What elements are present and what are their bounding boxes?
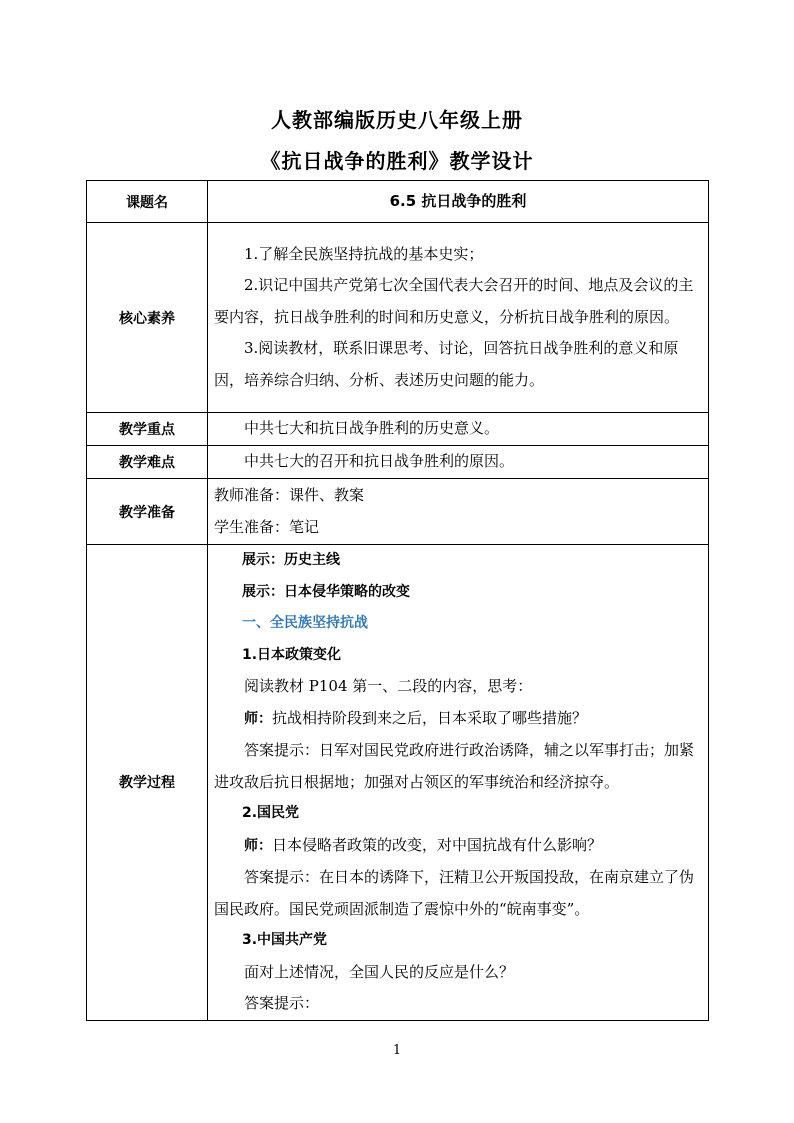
table-row: [87, 223, 709, 413]
question-3: 面对上述情况，全国人民的反应是什么？: [244, 962, 515, 981]
prep-label: 教学准备: [87, 479, 208, 545]
question-text: 抗战相持阶段到来之后，日本采取了哪些措施？: [272, 708, 588, 727]
key-value: 中共七大和抗日战争胜利的历史意义。: [208, 413, 709, 446]
prep-content: [208, 479, 709, 545]
process-content: [208, 545, 709, 1021]
table-row: [87, 181, 709, 223]
prep-student: 学生准备：笔记: [214, 517, 320, 536]
page-number: 1: [392, 1043, 402, 1058]
lesson-plan-table: [86, 180, 709, 1021]
difficulty-value: 中共七大的召开和抗日战争胜利的原因。: [208, 446, 709, 479]
subheading-japan: 1.日本政策变化: [242, 646, 342, 663]
table-row: [87, 545, 709, 1021]
core-label: 核心素养: [87, 223, 208, 413]
difficulty-label: 教学难点: [87, 446, 208, 479]
section-heading: 一、全民族坚持抗战: [242, 615, 368, 631]
show-history-line: 展示：历史主线: [242, 552, 340, 568]
key-label: 教学重点: [87, 413, 208, 446]
answer-3: 答案提示：: [244, 994, 320, 1012]
document-subtitle: 《抗日战争的胜利》教学设计: [260, 149, 534, 173]
topic-value: 6.5 抗日战争的胜利: [208, 181, 709, 223]
answer-2: 答案提示：在日本的诱降下，汪精卫公开叛国投敌，在南京建立了伪国民政府。国民党顽固派制造了震惊中外的“皖南事变”。: [214, 868, 695, 918]
topic-label: 课题名: [87, 181, 208, 223]
question-1: [214, 703, 702, 736]
subheading-cpc: 3.中国共产党: [242, 932, 328, 948]
question-2: [214, 830, 702, 863]
table-row: [87, 413, 709, 446]
teacher-prefix: 师：: [244, 837, 272, 854]
table-row: [87, 446, 709, 479]
subheading-kmt: 2.国民党: [242, 805, 300, 821]
core-line: 1.了解全民族坚持抗战的基本史实；: [244, 244, 484, 263]
answer-1: 答案提示：日军对国民党政府进行政治诱降，辅之以军事打击；加紧进攻敌后抗日根据地；加强对占领区的军事统治和经济掠夺。: [214, 741, 695, 791]
process-label: 教学过程: [87, 545, 208, 1021]
question-text: 日本侵略者政策的改变，对中国抗战有什么影响？: [272, 835, 603, 854]
teacher-prefix: 师：: [244, 710, 272, 727]
table-row: [87, 479, 709, 545]
prep-teacher: 教师准备：课件、教案: [214, 486, 365, 504]
core-content: [208, 223, 709, 413]
core-line: 3.阅读教材，联系旧课思考、讨论，回答抗日战争胜利的意义和原因，培养综合归纳、分析、表述历史问题的能力。: [214, 339, 679, 389]
reading-instruction: 阅读教材 P104 第一、二段的内容，思考：: [244, 677, 533, 695]
document-title: 人教部编版历史八年级上册: [271, 108, 523, 132]
show-strategy: 展示：日本侵华策略的改变: [242, 583, 410, 600]
core-line: 2.识记中国共产党第七次全国代表大会召开的时间、地点及会议的主要内容，抗日战争胜利的时间和历史意义，分析抗日战争胜利的原因。: [214, 276, 694, 326]
